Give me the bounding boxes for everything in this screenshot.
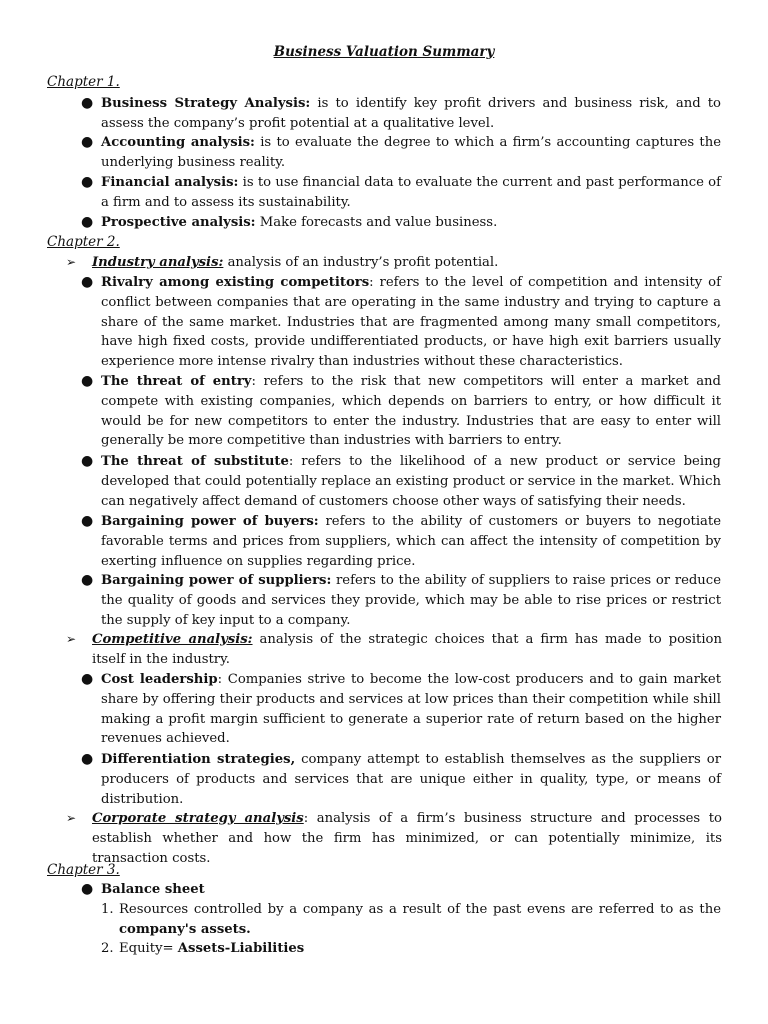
list-item: ● Bargaining power of suppliers: refers to the ability of suppliers to raise prices or reduce the quality of goods and services they provide, which may be able to rise prices or restrict the supply of key input to a company. bbox=[81, 572, 721, 628]
list-item: ● The threat of substitute: refers to the likelihood of a new product or service being developed that could potentially replace an existing product or service in the market. Which can negatively affect demand of customers choose other ways of satisfying their needs. bbox=[81, 453, 722, 509]
section-corporate-strategy-analysis: ➢ Corporate strategy analysis: analysis of a firm’s business structure and processes to establish whether and how the firm has minimized, or can potentially minimize, its transaction costs. bbox=[66, 811, 722, 866]
bullet-icon: ● bbox=[81, 513, 94, 529]
arrow-bullet-icon: ➢ bbox=[66, 811, 77, 825]
bullet-icon: ● bbox=[81, 174, 94, 190]
list-item: ● Rivalry among existing competitors: refers to the level of competition and intensity of conflict between companies that are operating in the same industry and trying to capture a share of the same market. Industries that are fragmented among many small competitors, have high fixed costs, provide undifferentiated products, or have high exit barriers usually experience more intense rivalry than industries without these characteristics. bbox=[81, 274, 721, 370]
list-item: ● Differentiation strategies, company attempt to establish themselves as the suppliers or producers of products and services that are unique either in quality, type, or means of distribution. bbox=[81, 751, 721, 807]
list-item: ● Bargaining power of buyers: refers to the ability of customers or buyers to negotiate favorable terms and prices from suppliers, which can affect the intensity of competition by exerting influence on supplies regarding price. bbox=[81, 513, 722, 569]
arrow-bullet-icon: ➢ bbox=[66, 255, 77, 269]
bullet-icon: ● bbox=[81, 751, 94, 767]
chapter-3-heading: Chapter 3. bbox=[47, 862, 120, 878]
list-item: ● Accounting analysis: is to evaluate the degree to which a firm’s accounting captures the underlying business reality. bbox=[81, 134, 722, 170]
list-item: ● Prospective analysis: Make forecasts and value business. bbox=[101, 213, 721, 233]
bullet-icon: ● bbox=[81, 134, 94, 150]
chapter-1-heading: Chapter 1. bbox=[47, 74, 120, 90]
section-competitive-analysis: ➢ Competitive analysis: analysis of the strategic choices that a firm has made to position itself in the industry. bbox=[66, 632, 722, 667]
list-item: ● Business Strategy Analysis: is to identify key profit drivers and business risk, and to assess the company’s profit potential at a qualitative level. bbox=[81, 95, 721, 131]
bullet-icon: ● bbox=[81, 95, 94, 111]
bullet-icon: ● bbox=[81, 214, 94, 230]
list-item: ● Financial analysis: is to use financial data to evaluate the current and past performance of a firm and to assess its sustainability. bbox=[81, 174, 721, 210]
bullet-icon: ● bbox=[81, 453, 94, 469]
bullet-icon: ● bbox=[81, 373, 94, 389]
list-item: ● Cost leadership: Companies strive to become the low-cost producers and to gain market share by offering their products and services at low prices than their competition while shill making a profit margin sufficient to generate a superior rate of return based on the higher revenues achieved. bbox=[81, 671, 721, 747]
section-industry-analysis: ➢ Industry analysis: analysis of an industry’s profit potential. bbox=[92, 253, 722, 273]
numbered-item: 2. Equity= Assets-Liabilities bbox=[101, 941, 305, 956]
bullet-icon: ● bbox=[81, 572, 94, 588]
list-item: ● The threat of entry: refers to the risk that new competitors will enter a market and compete with existing companies, which depends on barriers to entry, or how difficult it would be for new competitors to enter the industry. Industries that are easy to enter will generally be more competitive than industries with barriers to entry. bbox=[81, 373, 721, 449]
bullet-icon: ● bbox=[81, 274, 94, 290]
arrow-bullet-icon: ➢ bbox=[66, 632, 77, 646]
bullet-icon: ● bbox=[81, 671, 94, 687]
document-title: Business Valuation Summary bbox=[273, 44, 495, 60]
numbered-item: 1. Resources controlled by a company as a result of the past evens are referred to as the company's assets. bbox=[101, 902, 721, 937]
bullet-icon: ● bbox=[81, 881, 94, 897]
list-item: ● Balance sheet bbox=[101, 880, 721, 900]
chapter-2-heading: Chapter 2. bbox=[47, 234, 120, 250]
